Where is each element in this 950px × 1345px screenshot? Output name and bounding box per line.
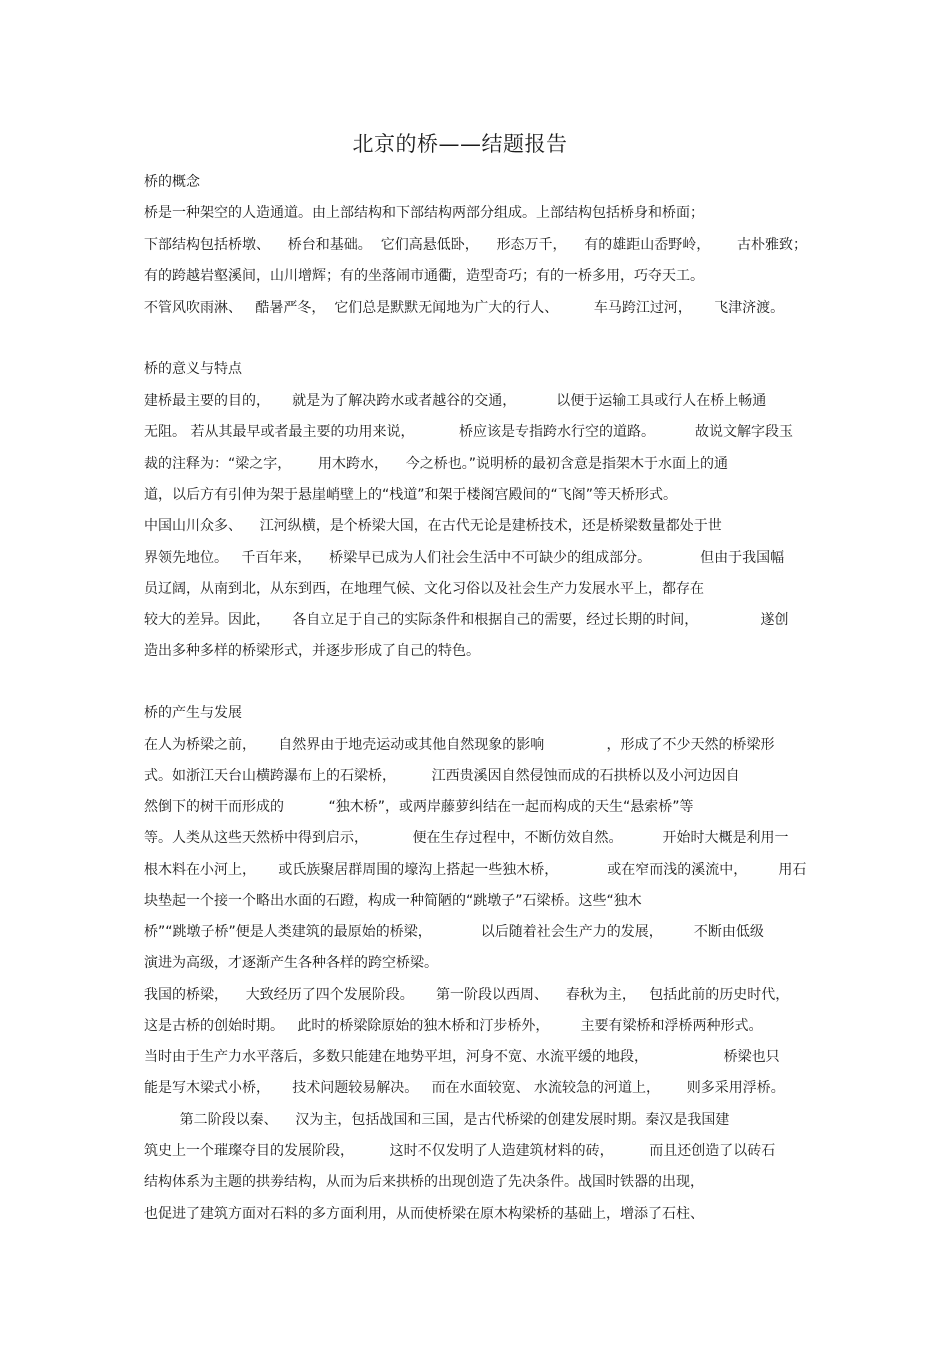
text-line: 桥的产生与发展: [144, 705, 242, 721]
text-line: 根木料在小河上， 或氏族聚居群周围的壕沟上搭起一些独木桥， 或在窄而浅的溪流中， 用石: [144, 862, 807, 878]
text-line: 较大的差异。因此， 各自立足于自己的实际条件和根据自己的需要，经过长期的时间， 遂创: [144, 612, 789, 628]
text-line: 桥”“跳墩子桥”便是人类建筑的最原始的桥梁， 以后随着社会生产力的发展， 不断由低级: [144, 924, 764, 940]
text-line: 这是古桥的创始时期。 此时的桥梁除原始的独木桥和汀步桥外， 主要有梁桥和浮桥两种形式。: [144, 1018, 763, 1034]
text-line: 桥的概念: [144, 174, 200, 190]
text-line: 然倒下的树干而形成的 “独木桥”，或两岸藤萝纠结在一起而构成的天生“悬索桥”等: [144, 799, 694, 815]
text-line: 第二阶段以秦、 汉为主，包括战国和三国，是古代桥梁的创建发展时期。秦汉是我国建: [144, 1112, 730, 1128]
text-line: 我国的桥梁， 大致经历了四个发展阶段。 第一阶段以西周、 春秋为主， 包括此前的历史时代，: [144, 987, 790, 1003]
text-line: 有的跨越岩壑溪间，山川增辉；有的坐落闹市通衢，造型奇巧；有的一桥多用，巧夺天工。: [144, 268, 704, 284]
text-line: 桥的意义与特点: [144, 361, 242, 377]
text-line: 造出多种多样的桥梁形式，并逐步形成了自己的特色。: [144, 643, 480, 659]
text-line: 块垫起一个接一个略出水面的石蹬，构成一种简陋的“跳墩子”石梁桥。这些“独木: [144, 893, 642, 909]
page-title: 北京的桥——结题报告: [352, 132, 568, 156]
text-line: 也促进了建筑方面对石料的多方面利用，从而使桥梁在原木构梁桥的基础上，增添了石柱、: [144, 1206, 704, 1222]
text-line: 等。人类从这些天然桥中得到启示， 便在生存过程中，不断仿效自然。 开始时大概是利用一: [144, 830, 789, 846]
text-line: 桥是一种架空的人造通道。由上部结构和下部结构两部分组成。上部结构包括桥身和桥面；: [144, 205, 704, 221]
text-line: 式。如浙江天台山横跨瀑布上的石梁桥， 江西贵溪因自然侵蚀而成的石拱桥以及小河边因自: [144, 768, 740, 784]
text-line: 不管风吹雨淋、 酷暑严冬， 它们总是默默无闻地为广大的行人、 车马跨江过河， 飞津济渡。: [144, 300, 785, 316]
text-line: 界领先地位。 千百年来， 桥梁早已成为人们社会生活中不可缺少的组成部分。 但由于我国幅: [144, 550, 785, 566]
text-line: 当时由于生产力水平落后，多数只能建在地势平坦，河身不宽、水流平缓的地段， 桥梁也只: [144, 1049, 780, 1065]
text-line: 演进为高级，才逐渐产生各种各样的跨空桥梁。: [144, 955, 438, 971]
text-line: 结构体系为主题的拱劵结构，从而为后来拱桥的出现创造了先决条件。战国时铁器的出现，: [144, 1174, 704, 1190]
text-line: 在人为桥梁之前， 自然界由于地壳运动或其他自然现象的影响 ，形成了不少天然的桥梁形: [144, 737, 775, 753]
text-line: 裁的注释为：“梁之字， 用木跨水， 今之桥也。”说明桥的最初含意是指架木于水面上的通: [144, 456, 729, 472]
text-line: 无阻。 若从其最早或者最主要的功用来说， 桥应该是专指跨水行空的道路。 故说文解字段玉: [144, 424, 794, 440]
text-line: 筑史上一个璀璨夺目的发展阶段， 这时不仅发明了人造建筑材料的砖， 而且还创造了以砖石: [144, 1143, 776, 1159]
text-line: 中国山川众多、 江河纵横，是个桥梁大国，在古代无论是建桥技术，还是桥梁数量都处于世: [144, 518, 722, 534]
text-line: 员辽阔，从南到北，从东到西，在地理气候、文化习俗以及社会生产力发展水平上，都存在: [144, 581, 704, 597]
text-line: 建桥最主要的目的， 就是为了解决跨水或者越谷的交通， 以便于运输工具或行人在桥上畅通: [144, 393, 767, 409]
text-line: 道，以后方有引伸为架于悬崖峭壁上的“栈道”和架于楼阁宫殿间的“飞阁”等天桥形式。: [144, 487, 678, 503]
text-line: 下部结构包括桥墩、 桥台和基础。 它们高悬低卧， 形态万千， 有的雄距山岙野岭， 古朴雅致；: [144, 237, 808, 253]
text-line: 能是写木梁式小桥， 技术问题较易解决。 而在水面较宽、 水流较急的河道上， 则多采用浮桥。: [144, 1080, 785, 1096]
